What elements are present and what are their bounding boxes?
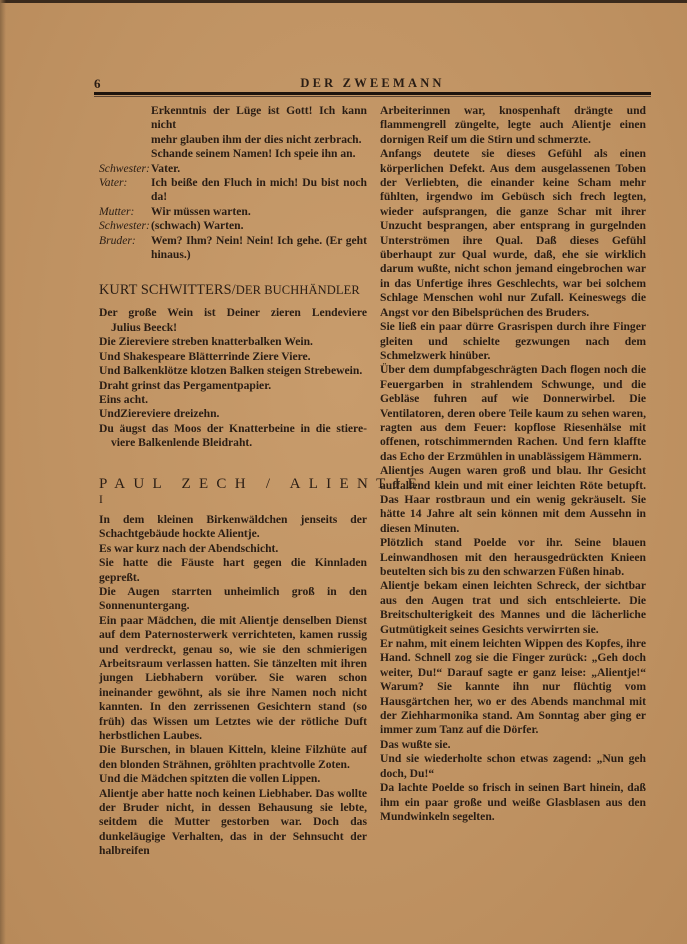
paragraph: Über dem dumpfabgeschrägten Dach flogen noch die Feuergarben in strahlendem Schwunge, und die Gebläse fuhren auf wie Donnerwirbel. Die Ventilatoren, deren obere Teile kaum zu sehen waren, ragten aus dem Feuer: kopflose Riesenhälse mit offenen, rotschimmernden Rachen. Und fern klaffte das Echo der Erzmühlen in unablässigem Hämmern. — [380, 363, 646, 463]
speech-text: Vater. — [151, 161, 181, 175]
dialog-block — [99, 104, 367, 262]
poem-title: DER BUCHHÄNDLER — [235, 283, 360, 298]
zech-heading: PAUL ZECH / ALIENTJE — [99, 475, 426, 492]
paragraph: Alientjes Augen waren groß und blau. Ihr Gesicht auffallend klein und mit einer leichten Röte betupft. Das Haar rostbraun und ein wenig gekräuselt. Sie hätte 14 Jahre alt sein können mit dem Aussehn in diesen Minuten. — [380, 464, 646, 535]
paragraph: In dem kleinen Birkenwäldchen jenseits der Schachtgebäude hockte Alientje. — [99, 512, 367, 541]
paragraph: Ein paar Mädchen, die mit Alientje denselben Dienst auf dem Paternosterwerk verrichteten, kamen russig und verdreckt, genau so, wie sie den schmierigen Arbeitsraum verlassen hatten. Sie tänzelten mit ihren jungen Liebhabern vorüber. Sie waren schon ineinander gewöhnt, als sie ihre Namen noch nicht kannten. In den zerrissenen Gesichtern stand (so früh) das Wissen um Letztes wie der rötliche Duft herbstlichen Laubes. — [99, 613, 367, 743]
dialog-line — [99, 219, 367, 233]
speech-text: Ich beiße den Fluch in mich! Du bist noch da! — [151, 176, 367, 204]
dialog-line — [99, 205, 367, 219]
page-number: 6 — [94, 76, 101, 91]
header-rule — [94, 92, 651, 95]
poem-line: Die Ziereviere streben knatterbalken Wein. — [99, 335, 313, 349]
paragraph: Anfangs deutete sie dieses Gefühl als einen körperlichen Defekt. Aus dem ausgelassenen Toben der Verliebten, die einander keine Scham mehr fühlten, irgendwo im Gebüsch sich frech legten, wieder aufsprangen, die ganze Schar mit ihrer Unzucht besprangen, aber entsprang in gurgelnden Unterströmen ihre Qual. Daß dieses Gefühl überhaupt zur Qual wurde, daß, ehe sie wirklich darum wußte, nicht schon jemand eingebrochen war in das Unfertige ihres Geschlechts, war bei solchem Schlage Menschen wohl nur Zufall. Keineswegs die Angst vor den Bibelsprüchen des Bruders. — [380, 147, 646, 319]
paragraph: Da lachte Poelde so frisch in seinen Bart hinein, daß ihm ein paar große und weiße Glasblasen aus den Mundwinkeln segelten. — [380, 781, 646, 823]
poem-line: UndZiereviere dreizehn. — [99, 407, 220, 421]
poem-line: Und Balkenklötze klotzen Balken steigen Strebewein. — [99, 364, 363, 378]
paragraph: Und sie wiederholte schon etwas zagend: „Nun geh doch, Du!“ — [380, 752, 646, 780]
paragraph: Und die Mädchen spitzten die vollen Lippen. — [99, 772, 321, 786]
paragraph: Es war kurz nach der Abendschicht. — [99, 541, 279, 555]
poem-line: viere Balkenlende Bleidraht. — [111, 436, 253, 450]
dialog-line — [99, 234, 367, 263]
speaker-label: Mutter: — [99, 204, 135, 218]
speaker-label: Schwester: — [99, 161, 150, 175]
paragraph: Er nahm, mit einem leichten Wippen des Kopfes, ihre Hand. Schnell zog sie die Finger zurück: „Geh doch weiter, Du!“ Darauf sagte er ganz leise: „Alientje!“ Warum? Sie kannte ihn nur flüchtig vom Hausgärtchen her, wo er des Abends manchmal mit der Ziehharmonika stand. Am Sonntag aber ging er immer zum Tanz auf die Dörfer. — [380, 637, 646, 737]
dialog-continuation-line: Schande seinem Namen! Ich speie ihn an. — [151, 147, 356, 161]
paragraph: Sie ließ ein paar dürre Grasrispen durch ihre Finger gleiten und schielte gezwungen nach dem Schmelzwerk hinüber. — [380, 320, 646, 362]
paragraph: Die Burschen, in blauen Kitteln, kleine Filzhüte auf den blonden Strähnen, gröhlten prachtvolle Zoten. — [99, 743, 367, 771]
paragraph: Alientje bekam einen leichten Schreck, der sichtbar aus den Augen trat und sich entschleierte. Die Breitschulterigkeit des Mannes und die lächerliche Gutmütigkeit seines Gesichts verwirrten sie. — [380, 579, 646, 636]
author-name: KURT SCHWITTERS — [99, 282, 232, 299]
dialog-continuation-line: Erkenntnis der Lüge ist Gott! Ich kann nicht — [151, 104, 367, 132]
poem-line: Und Shakespeare Blätterrinde Ziere Viere. — [99, 349, 311, 363]
speaker-label: Bruder: — [99, 233, 136, 247]
paragraph: Das wußte sie. — [380, 737, 451, 751]
poem-line: Der große Wein ist Deiner zieren Lendeviere — [99, 306, 367, 320]
schwitters-heading — [99, 282, 367, 299]
poem-line: Eins acht. — [99, 392, 148, 406]
dialog-continuation-line: mehr glauben ihm der dies nicht zerbrach. — [151, 132, 362, 146]
part-number: I — [99, 492, 103, 506]
paragraph: Die Augen starrten unheimlich groß in den Sonnenuntergang. — [99, 584, 367, 613]
dialog-line — [99, 162, 367, 176]
title-separator: / — [231, 282, 236, 299]
poem-line: Du äugst das Moos der Knatterbeine in die stiere- — [99, 421, 367, 435]
speech-text: Wir müssen warten. — [151, 204, 251, 218]
poem-line: Draht grinst das Pergamentpapier. — [99, 378, 272, 392]
right-column — [380, 104, 646, 824]
dialog-line — [99, 176, 367, 205]
page-edge — [0, 0, 687, 3]
schwitters-poem — [99, 306, 367, 450]
paragraph: Plötzlich stand Poelde vor ihr. Seine blauen Leinwandhosen mit den herausgedrückten Knieen beutelten sich bis zu den schwarzen Füßen hinab. — [380, 536, 646, 578]
running-title: DER ZWEEMANN — [300, 76, 445, 90]
speaker-label: Vater: — [99, 176, 128, 190]
poem-line: Julius Beeck! — [111, 320, 178, 334]
speaker-label: Schwester: — [99, 219, 150, 233]
page-edge-shadow — [0, 0, 6, 944]
speech-text: Wem? Ihm? Nein! Nein! Ich gehe. (Er geht hinaus.) — [151, 233, 367, 262]
header-rule-thin — [94, 96, 651, 97]
paragraph: Arbeiterinnen war, knospenhaft drängte und flammengrell züngelte, legte auch Alientje einen dornigen Reif um die Stirn und schmerzte. — [380, 104, 646, 146]
zech-text-left — [99, 513, 367, 859]
speech-text: (schwach) Warten. — [151, 219, 244, 233]
paragraph: Sie hatte die Fäuste hart gegen die Kinnladen gepreßt. — [99, 556, 367, 584]
paragraph: Alientje aber hatte noch keinen Liebhaber. Das wollte der Bruder nicht, in dessen Behausung sie lebte, seitdem die Mutter gestorben war. Doch das dunkeläugige Verhalten, das in der Sehnsucht der halbreifen — [99, 786, 367, 858]
